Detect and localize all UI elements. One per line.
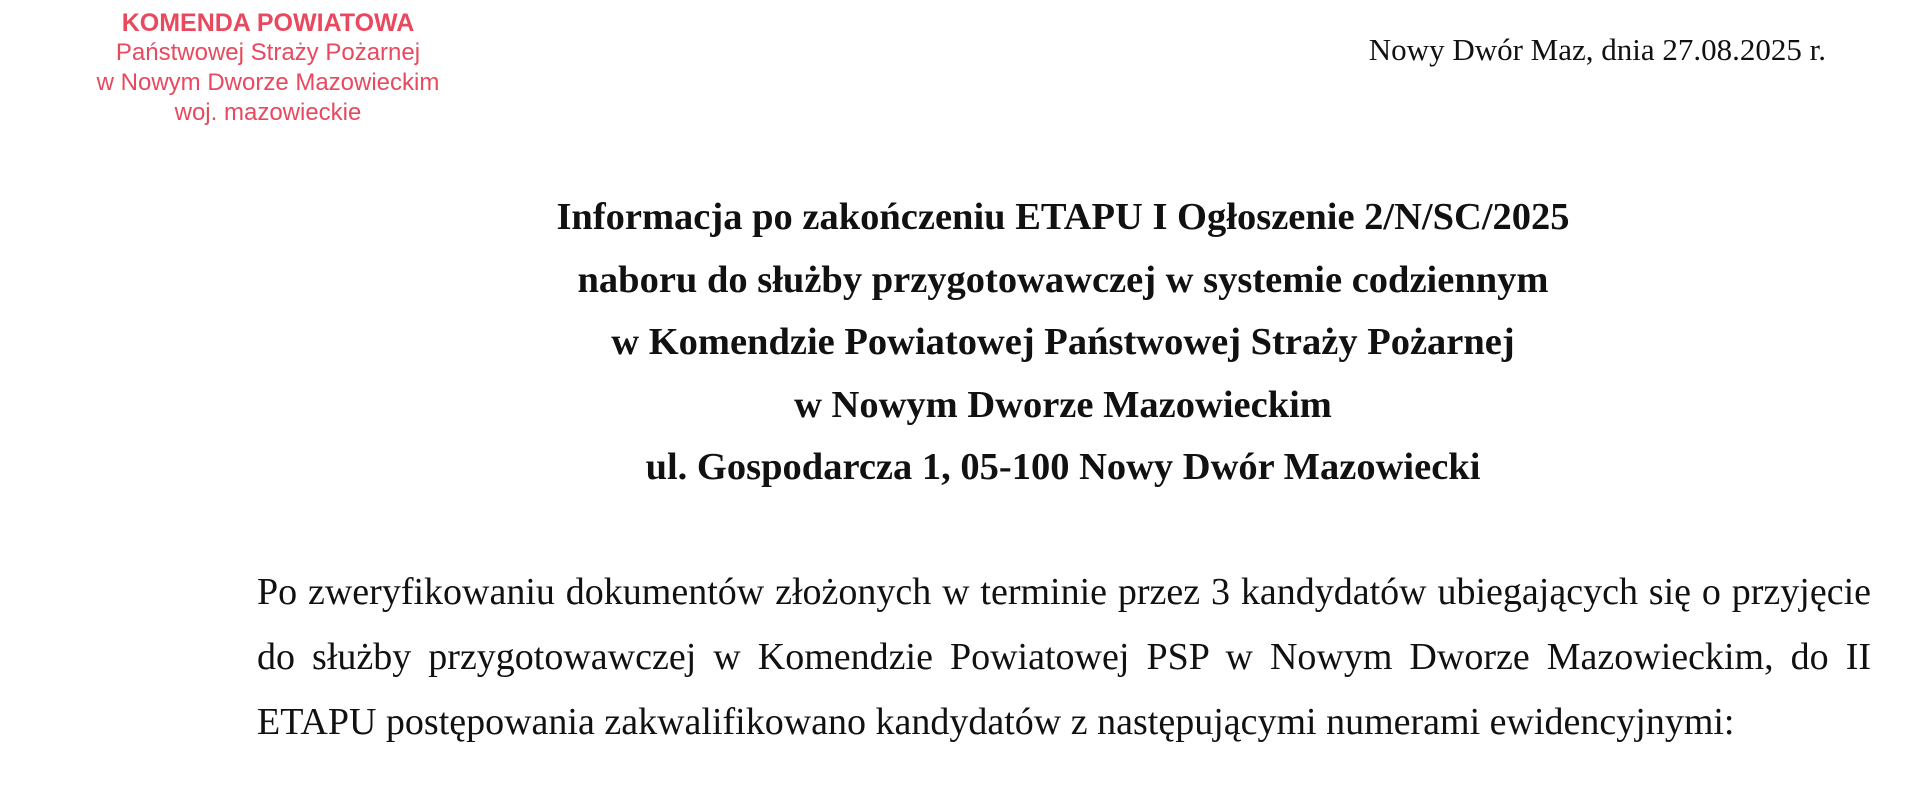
official-stamp <box>58 8 478 128</box>
document-title <box>0 186 1920 499</box>
title-line: ul. Gospodarcza 1, 05-100 Nowy Dwór Mazowiecki <box>645 446 1481 488</box>
title-line: w Nowym Dworze Mazowieckim <box>794 383 1332 426</box>
stamp-line: Państwowej Straży Pożarnej <box>115 39 421 66</box>
document-date: Nowy Dwór Maz, dnia 27.08.2025 r. <box>1368 32 1826 67</box>
title-line: naboru do służby przygotowawczej w systemie codziennym <box>577 258 1549 301</box>
stamp-line: woj. mazowieckie <box>174 99 362 126</box>
title-line: Informacja po zakończeniu ETAPU I Ogłoszenie 2/N/SC/2025 <box>556 196 1570 238</box>
stamp-line: w Nowym Dworze Mazowieckim <box>96 69 440 96</box>
body-paragraph: Po zweryfikowaniu dokumentów złożonych w terminie przez 3 kandydatów ubiegających się o przyjęcie do służby przygotowawczej w Komendzie Powiatowej PSP w Nowym Dworze Mazowieckim, do II ETAPU postępowania zakwalifikowano kandydatów z następującymi numerami ewidencyjnymi: <box>257 571 1871 743</box>
stamp-line: KOMENDA POWIATOWA <box>121 9 415 37</box>
title-line: w Komendzie Powiatowej Państwowej Straży Pożarnej <box>611 321 1515 363</box>
